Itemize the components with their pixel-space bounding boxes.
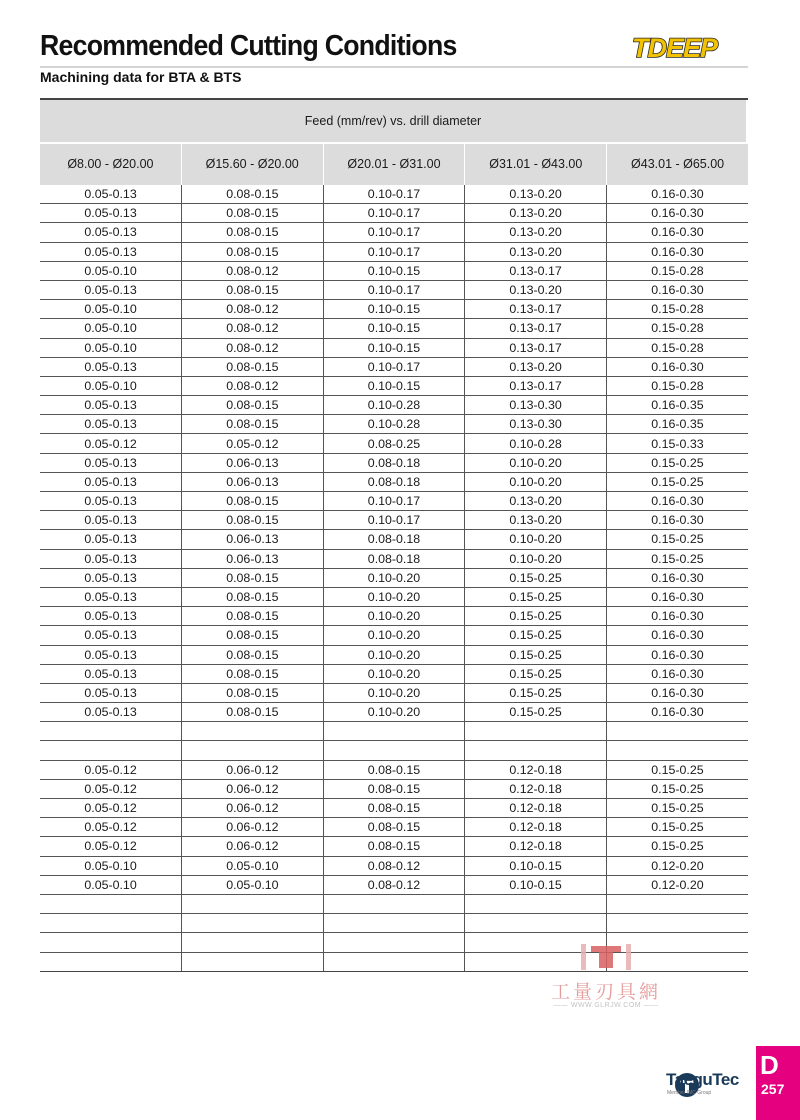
- table-cell: 0.08-0.15: [182, 185, 324, 204]
- table-cell: 0.05-0.10: [40, 319, 182, 338]
- table-cell: 0.10-0.15: [323, 261, 465, 280]
- tdeep-logo-text: TDEEP: [632, 33, 718, 63]
- table-cell: 0.12-0.20: [606, 875, 748, 894]
- table-cell: 0.05-0.13: [40, 396, 182, 415]
- table-cell: 0.05-0.10: [40, 300, 182, 319]
- table-cell: 0.05-0.13: [40, 607, 182, 626]
- table-cell: 0.06-0.13: [182, 549, 324, 568]
- table-cell: 0.08-0.18: [323, 549, 465, 568]
- table-cell: 0.05-0.13: [40, 549, 182, 568]
- page-number: 257: [761, 1081, 785, 1097]
- diameter-header-row: [40, 143, 748, 185]
- table-row: [40, 549, 748, 568]
- table-cell: 0.06-0.12: [182, 760, 324, 779]
- table-cell: [40, 741, 182, 760]
- table-cell: 0.05-0.12: [40, 779, 182, 798]
- table-cell: [323, 933, 465, 952]
- table-row: [40, 453, 748, 472]
- table-cell: 0.10-0.20: [323, 703, 465, 722]
- table-row: [40, 722, 748, 741]
- table-cell: 0.08-0.15: [182, 626, 324, 645]
- table-cell: 0.08-0.15: [182, 492, 324, 511]
- table-row: [40, 856, 748, 875]
- table-cell: 0.05-0.13: [40, 415, 182, 434]
- table-cell: 0.15-0.25: [465, 664, 607, 683]
- table-cell: 0.15-0.25: [465, 645, 607, 664]
- table-cell: 0.12-0.18: [465, 779, 607, 798]
- table-cell: 0.06-0.12: [182, 818, 324, 837]
- table-cell: 0.08-0.15: [182, 664, 324, 683]
- table-cell: 0.10-0.17: [323, 357, 465, 376]
- table-cell: 0.05-0.12: [40, 799, 182, 818]
- table-cell: 0.05-0.13: [40, 645, 182, 664]
- table-row: [40, 741, 748, 760]
- table-cell: 0.05-0.13: [40, 223, 182, 242]
- table-row: [40, 357, 748, 376]
- table-cell: 0.05-0.13: [40, 453, 182, 472]
- table-cell: 0.08-0.15: [182, 645, 324, 664]
- table-cell: 0.05-0.12: [40, 760, 182, 779]
- table-cell: 0.05-0.13: [40, 683, 182, 702]
- table-cell: 0.08-0.12: [323, 856, 465, 875]
- table-cell: [40, 894, 182, 913]
- table-cell: 0.15-0.25: [606, 779, 748, 798]
- table-cell: 0.10-0.20: [323, 664, 465, 683]
- table-cell: 0.05-0.10: [40, 261, 182, 280]
- table-cell: 0.06-0.13: [182, 453, 324, 472]
- table-cell: 0.05-0.13: [40, 511, 182, 530]
- watermark-name: 工量刃具網: [550, 981, 661, 1003]
- table-row: [40, 530, 748, 549]
- table-cell: 0.05-0.12: [182, 434, 324, 453]
- table-row: [40, 799, 748, 818]
- table-cell: [40, 952, 182, 971]
- table-cell: 0.13-0.17: [465, 338, 607, 357]
- watermark-url: —— WWW.GLRJW.COM ——: [553, 1002, 659, 1009]
- table-cell: 0.08-0.15: [182, 683, 324, 702]
- table-cell: 0.15-0.25: [606, 818, 748, 837]
- table-cell: 0.08-0.15: [182, 242, 324, 261]
- table-cell: 0.05-0.13: [40, 530, 182, 549]
- table-cell: 0.12-0.18: [465, 760, 607, 779]
- table-cell: 0.10-0.20: [323, 587, 465, 606]
- diameter-header: Ø20.01 - Ø31.00: [323, 144, 465, 185]
- table-cell: 0.08-0.15: [323, 818, 465, 837]
- table-cell: 0.10-0.20: [323, 645, 465, 664]
- table-row: [40, 875, 748, 894]
- page-title: Recommended Cutting Conditions: [40, 30, 457, 62]
- table-cell: 0.05-0.13: [40, 204, 182, 223]
- table-cell: 0.08-0.12: [182, 376, 324, 395]
- table-cell: 0.16-0.30: [606, 185, 748, 204]
- table-cell: 0.08-0.15: [182, 223, 324, 242]
- table-row: [40, 626, 748, 645]
- table-cell: 0.10-0.20: [323, 568, 465, 587]
- table-row: [40, 587, 748, 606]
- table-cell: 0.10-0.17: [323, 280, 465, 299]
- table-cell: 0.10-0.20: [323, 683, 465, 702]
- table-cell: 0.15-0.28: [606, 319, 748, 338]
- table-cell: 0.08-0.15: [182, 396, 324, 415]
- table-cell: 0.10-0.20: [465, 453, 607, 472]
- table-row: [40, 607, 748, 626]
- table-cell: 0.08-0.12: [182, 300, 324, 319]
- table-cell: 0.15-0.25: [606, 760, 748, 779]
- table-cell: 0.05-0.13: [40, 664, 182, 683]
- table-cell: 0.15-0.25: [606, 472, 748, 491]
- table-cell: 0.08-0.15: [182, 703, 324, 722]
- table-row: [40, 242, 748, 261]
- table-cell: 0.08-0.18: [323, 453, 465, 472]
- table-cell: 0.05-0.13: [40, 357, 182, 376]
- table-row: [40, 338, 748, 357]
- table-cell: 0.15-0.25: [465, 683, 607, 702]
- table-cell: 0.08-0.15: [323, 837, 465, 856]
- table-cell: 0.15-0.25: [606, 549, 748, 568]
- table-cell: 0.12-0.20: [606, 856, 748, 875]
- table-cell: 0.06-0.12: [182, 779, 324, 798]
- table-cell: 0.13-0.20: [465, 357, 607, 376]
- table-cell: 0.10-0.17: [323, 242, 465, 261]
- table-cell: 0.13-0.20: [465, 204, 607, 223]
- table-cell: 0.16-0.30: [606, 357, 748, 376]
- table-cell: 0.10-0.17: [323, 492, 465, 511]
- table-cell: 0.05-0.13: [40, 568, 182, 587]
- table-cell: 0.08-0.15: [323, 779, 465, 798]
- table-cell: 0.13-0.17: [465, 261, 607, 280]
- title-divider: [40, 66, 748, 68]
- table-row: [40, 511, 748, 530]
- table-cell: 0.08-0.15: [182, 415, 324, 434]
- table-row: [40, 376, 748, 395]
- table-cell: 0.10-0.20: [465, 549, 607, 568]
- taegutec-brand-sub: Member IMC Group: [667, 1090, 712, 1096]
- table-cell: [465, 722, 607, 741]
- watermark-mark-icon: [536, 940, 676, 976]
- table-cell: 0.08-0.15: [323, 760, 465, 779]
- table-row: [40, 683, 748, 702]
- table-cell: 0.10-0.20: [323, 626, 465, 645]
- table-cell: 0.10-0.20: [465, 530, 607, 549]
- table-cell: 0.08-0.18: [323, 472, 465, 491]
- table-cell: [465, 914, 607, 933]
- table-cell: 0.10-0.15: [465, 856, 607, 875]
- table-cell: 0.16-0.35: [606, 415, 748, 434]
- table-cell: 0.08-0.12: [323, 875, 465, 894]
- table-cell: [182, 741, 324, 760]
- table-cell: 0.13-0.20: [465, 223, 607, 242]
- table-cell: 0.10-0.28: [323, 396, 465, 415]
- table-row: [40, 914, 748, 933]
- table-cell: 0.05-0.13: [40, 280, 182, 299]
- table-cell: [182, 914, 324, 933]
- table-cell: [465, 741, 607, 760]
- table-cell: [323, 894, 465, 913]
- table-cell: 0.15-0.25: [606, 530, 748, 549]
- table-cell: 0.05-0.13: [40, 185, 182, 204]
- table-cell: [182, 894, 324, 913]
- table-row: [40, 434, 748, 453]
- table-cell: 0.05-0.10: [40, 376, 182, 395]
- table-cell: 0.13-0.20: [465, 242, 607, 261]
- table-cell: 0.13-0.17: [465, 300, 607, 319]
- table-cell: 0.10-0.20: [465, 472, 607, 491]
- table-row: [40, 779, 748, 798]
- table-cell: 0.13-0.17: [465, 319, 607, 338]
- table-cell: 0.13-0.20: [465, 185, 607, 204]
- table-cell: 0.08-0.12: [182, 261, 324, 280]
- table-cell: 0.15-0.25: [465, 703, 607, 722]
- table-cell: 0.05-0.10: [182, 875, 324, 894]
- table-cell: 0.08-0.15: [182, 568, 324, 587]
- table-cell: 0.05-0.10: [40, 856, 182, 875]
- table-cell: 0.15-0.33: [606, 434, 748, 453]
- table-row: [40, 703, 748, 722]
- table-cell: 0.05-0.10: [40, 338, 182, 357]
- table-row: [40, 645, 748, 664]
- table-cell: 0.13-0.30: [465, 415, 607, 434]
- table-cell: 0.06-0.13: [182, 530, 324, 549]
- table-cell: 0.08-0.15: [182, 511, 324, 530]
- table-cell: 0.10-0.15: [323, 319, 465, 338]
- table-cell: 0.15-0.25: [606, 799, 748, 818]
- table-cell: 0.08-0.12: [182, 319, 324, 338]
- table-cell: 0.12-0.18: [465, 837, 607, 856]
- table-row: [40, 223, 748, 242]
- table-row: [40, 664, 748, 683]
- table-cell: 0.16-0.30: [606, 587, 748, 606]
- table-cell: 0.08-0.15: [182, 607, 324, 626]
- table-cell: 0.16-0.30: [606, 204, 748, 223]
- table-cell: [182, 722, 324, 741]
- table-cell: 0.05-0.10: [182, 856, 324, 875]
- table-cell: 0.15-0.28: [606, 338, 748, 357]
- table-cell: 0.12-0.18: [465, 799, 607, 818]
- table-cell: 0.08-0.12: [182, 338, 324, 357]
- section-tab: [756, 1046, 800, 1120]
- table-cell: 0.10-0.17: [323, 223, 465, 242]
- table-row: [40, 396, 748, 415]
- table-cell: 0.05-0.12: [40, 837, 182, 856]
- table-cell: 0.06-0.13: [182, 472, 324, 491]
- table-cell: 0.16-0.30: [606, 568, 748, 587]
- table-cell: [182, 952, 324, 971]
- diameter-header: Ø8.00 - Ø20.00: [67, 157, 154, 171]
- watermark: [536, 940, 676, 1015]
- table-cell: 0.08-0.15: [182, 204, 324, 223]
- diameter-header: Ø43.01 - Ø65.00: [606, 144, 748, 185]
- table-cell: 0.15-0.28: [606, 261, 748, 280]
- table-cell: 0.16-0.30: [606, 280, 748, 299]
- table-cell: 0.10-0.17: [323, 185, 465, 204]
- table-cell: 0.05-0.13: [40, 472, 182, 491]
- table-cell: 0.15-0.25: [606, 453, 748, 472]
- feed-header: Feed (mm/rev) vs. drill diameter: [40, 100, 746, 142]
- table-cell: 0.05-0.13: [40, 703, 182, 722]
- table-cell: 0.15-0.25: [465, 626, 607, 645]
- table-cell: 0.05-0.13: [40, 626, 182, 645]
- tdeep-logo: [628, 30, 750, 64]
- table-cell: 0.16-0.35: [606, 396, 748, 415]
- table-cell: 0.10-0.15: [465, 875, 607, 894]
- table-cell: 0.05-0.10: [40, 875, 182, 894]
- table-cell: 0.15-0.25: [465, 607, 607, 626]
- table-cell: 0.15-0.28: [606, 300, 748, 319]
- table-cell: [606, 722, 748, 741]
- table-row: [40, 319, 748, 338]
- table-cell: [323, 741, 465, 760]
- table-cell: 0.13-0.20: [465, 280, 607, 299]
- table-row: [40, 568, 748, 587]
- page-subtitle: Machining data for BTA & BTS: [40, 69, 242, 85]
- section-letter: D: [760, 1050, 779, 1080]
- table-row: [40, 894, 748, 913]
- table-row: [40, 415, 748, 434]
- table-cell: 0.08-0.25: [323, 434, 465, 453]
- table-cell: [40, 933, 182, 952]
- table-cell: [323, 914, 465, 933]
- table-row: [40, 492, 748, 511]
- table-cell: 0.10-0.15: [323, 376, 465, 395]
- table-cell: 0.15-0.25: [465, 587, 607, 606]
- table-cell: [606, 914, 748, 933]
- table-cell: 0.10-0.28: [323, 415, 465, 434]
- table-row: [40, 185, 748, 204]
- diameter-header: Ø31.01 - Ø43.00: [464, 144, 606, 185]
- table-cell: 0.13-0.20: [465, 492, 607, 511]
- table-cell: 0.15-0.25: [465, 568, 607, 587]
- table-cell: 0.12-0.18: [465, 818, 607, 837]
- table-cell: [465, 894, 607, 913]
- table-cell: 0.08-0.15: [182, 280, 324, 299]
- table-row: [40, 760, 748, 779]
- table-cell: [323, 722, 465, 741]
- table-cell: 0.06-0.12: [182, 799, 324, 818]
- table-row: [40, 837, 748, 856]
- table-cell: 0.16-0.30: [606, 223, 748, 242]
- table-cell: 0.16-0.30: [606, 703, 748, 722]
- table-cell: 0.05-0.13: [40, 492, 182, 511]
- table-cell: 0.10-0.17: [323, 204, 465, 223]
- table-cell: 0.08-0.15: [182, 357, 324, 376]
- table-cell: 0.16-0.30: [606, 242, 748, 261]
- table-cell: 0.13-0.30: [465, 396, 607, 415]
- taegutec-brand: TaeguTec: [666, 1070, 739, 1089]
- table-cell: [182, 933, 324, 952]
- table-cell: 0.05-0.13: [40, 242, 182, 261]
- table-cell: 0.16-0.30: [606, 492, 748, 511]
- table-row: [40, 300, 748, 319]
- table-cell: 0.13-0.17: [465, 376, 607, 395]
- table-cell: 0.05-0.12: [40, 818, 182, 837]
- table-cell: 0.15-0.28: [606, 376, 748, 395]
- table-cell: 0.08-0.15: [323, 799, 465, 818]
- table-cell: 0.06-0.12: [182, 837, 324, 856]
- table-row: [40, 261, 748, 280]
- table-cell: 0.16-0.30: [606, 683, 748, 702]
- feed-table: [40, 185, 748, 972]
- table-cell: 0.10-0.15: [323, 300, 465, 319]
- table-cell: 0.16-0.30: [606, 664, 748, 683]
- table-cell: 0.10-0.17: [323, 511, 465, 530]
- table-cell: 0.10-0.15: [323, 338, 465, 357]
- table-cell: [323, 952, 465, 971]
- table-cell: 0.15-0.25: [606, 837, 748, 856]
- table-cell: 0.10-0.28: [465, 434, 607, 453]
- table-row: [40, 280, 748, 299]
- table-cell: 0.05-0.12: [40, 434, 182, 453]
- table-cell: 0.16-0.30: [606, 626, 748, 645]
- table-cell: [40, 914, 182, 933]
- table-cell: 0.08-0.18: [323, 530, 465, 549]
- table-cell: [606, 894, 748, 913]
- table-cell: 0.10-0.20: [323, 607, 465, 626]
- table-cell: [606, 741, 748, 760]
- table-row: [40, 472, 748, 491]
- table-cell: 0.16-0.30: [606, 607, 748, 626]
- diameter-header: Ø15.60 - Ø20.00: [181, 144, 323, 185]
- table-row: [40, 818, 748, 837]
- table-cell: [40, 722, 182, 741]
- table-cell: 0.16-0.30: [606, 645, 748, 664]
- table-cell: 0.05-0.13: [40, 587, 182, 606]
- table-row: [40, 204, 748, 223]
- table-cell: 0.08-0.15: [182, 587, 324, 606]
- table-cell: 0.16-0.30: [606, 511, 748, 530]
- table-cell: 0.13-0.20: [465, 511, 607, 530]
